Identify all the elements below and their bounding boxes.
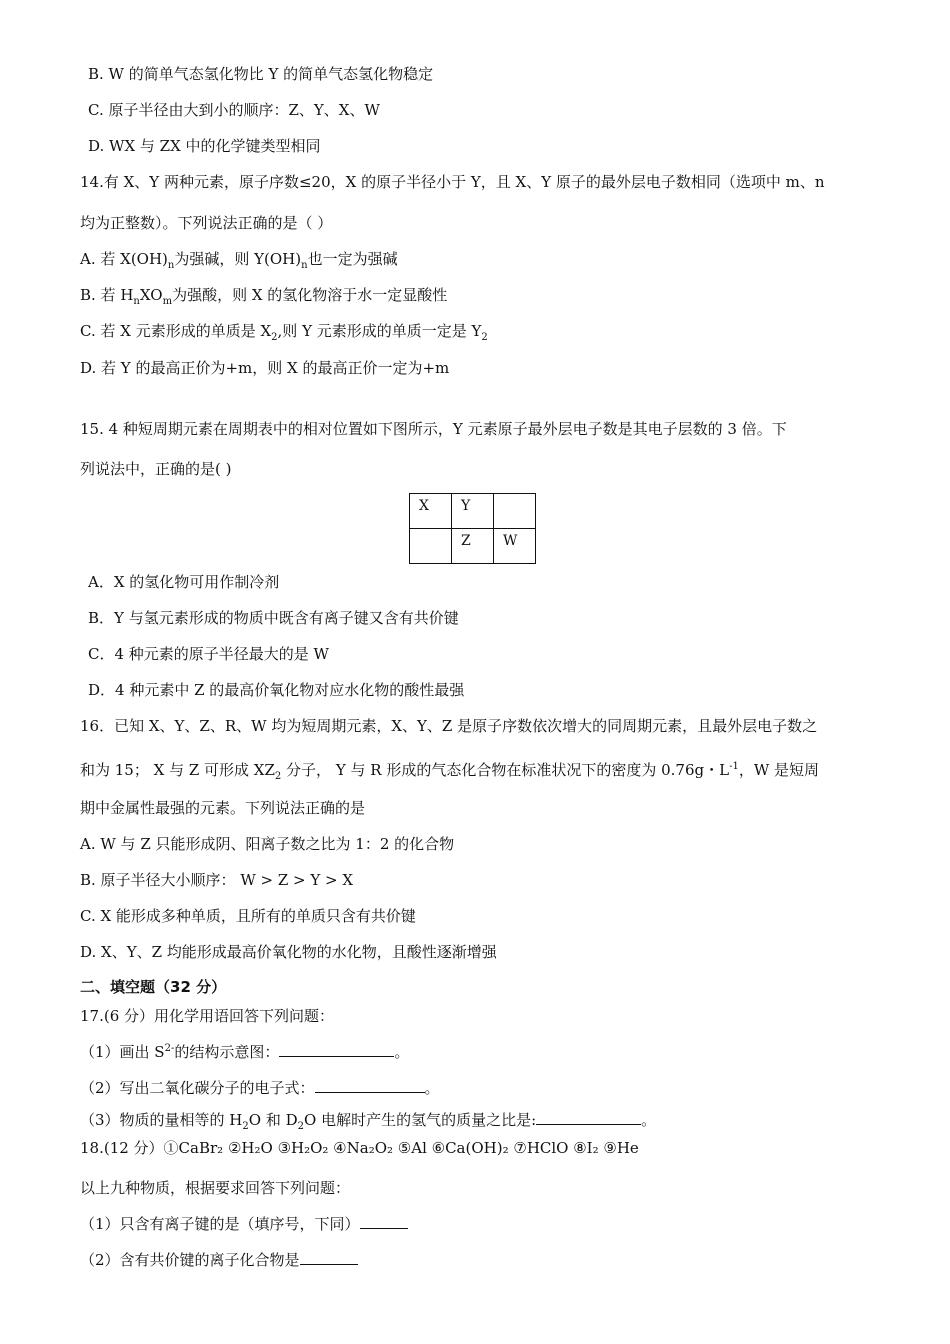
- table-cell: W: [494, 529, 536, 564]
- q17-stem: 17.(6 分）用化学用语回答下列问题：: [80, 1007, 335, 1025]
- q18-part1: （1）只含有离子键的是（填序号，下同）: [80, 1214, 408, 1234]
- q16-option-c: C. X 能形成多种单质，且所有的单质只含有共价键: [80, 907, 416, 925]
- q14-stem-line1: 14.有 X、Y 两种元素，原子序数≤20，X 的原子半径小于 Y，且 X、Y 原子的最外层电子数相同（选项中 m、n: [80, 173, 825, 191]
- q18-stem: 18.(12 分）①CaBr₂ ②H₂O ③H₂O₂ ④Na₂O₂ ⑤Al ⑥Ca(OH)₂ ⑦HClO ⑧I₂ ⑨He: [80, 1139, 639, 1157]
- table-cell: Y: [452, 494, 494, 529]
- q16-option-b: B. 原子半径大小顺序： W > Z > Y > X: [80, 871, 354, 889]
- q13-option-c: C. 原子半径由大到小的顺序：Z、Y、X、W: [88, 101, 380, 119]
- q15-option-d: D．4 种元素中 Z 的最高价氧化物对应水化物的酸性最强: [88, 681, 465, 699]
- answer-blank[interactable]: [300, 1250, 358, 1265]
- q14-stem-line2: 均为正整数）。下列说法正确的是（ ）: [80, 214, 333, 232]
- q13-option-b: B. W 的简单气态氢化物比 Y 的简单气态氢化物稳定: [88, 65, 434, 83]
- q17-part3: （3）物质的量相等的 $H_2O$ 和 $D_2O$ 电解时产生的氢气的质量之比是: 。: [80, 1111, 657, 1132]
- q14-option-a: A. 若 $X(OH)_n$为强碱，则 $Y(OH)_n$也一定为强碱: [80, 250, 398, 271]
- q15-stem-line1: 15. 4 种短周期元素在周期表中的相对位置如下图所示，Y 元素原子最外层电子数是其电子层数的 3 倍。下: [80, 420, 787, 438]
- table-cell: Z: [452, 529, 494, 564]
- table-cell: [494, 494, 536, 529]
- q16-stem-line1: 16．已知 X、Y、Z、R、W 均为短周期元素，X、Y、Z 是原子序数依次增大的同周期元素，且最外层电子数之: [80, 717, 818, 735]
- q14-option-b: B. 若 $H_nXO_m$为强酸，则 X 的氢化物溶于水一定显酸性: [80, 286, 448, 307]
- q15-option-b: B．Y 与氢元素形成的物质中既含有离子键又含有共价键: [88, 609, 459, 627]
- q16-stem-line2: 和为 15； X 与 Z 可形成 $XZ_2$ 分子， Y 与 R 形成的气态化合物在标准状况下的密度为 0.76g・$L^{-1}$，W 是短周: [80, 761, 819, 782]
- q13-option-d: D. WX 与 ZX 中的化学键类型相同: [88, 137, 321, 155]
- q18-part2: （2）含有共价键的离子化合物是: [80, 1250, 358, 1270]
- table-cell: [410, 529, 452, 564]
- q15-option-a: A．X 的氢化物可用作制冷剂: [88, 573, 280, 591]
- periodic-position-table: [409, 493, 536, 564]
- answer-blank[interactable]: [536, 1110, 641, 1125]
- answer-blank[interactable]: [360, 1214, 408, 1229]
- answer-blank[interactable]: [315, 1078, 425, 1093]
- q16-option-d: D. X、Y、Z 均能形成最高价氧化物的水化物，且酸性逐渐增强: [80, 943, 497, 961]
- q17-part2: （2）写出二氧化碳分子的电子式： 。: [80, 1079, 440, 1097]
- q15-stem-line2: 列说法中，正确的是( ): [80, 460, 232, 478]
- q14-option-c: C. 若 X 元素形成的单质是 $X_2$,则 Y 元素形成的单质一定是 $Y_2$: [80, 322, 488, 343]
- answer-blank[interactable]: [279, 1042, 394, 1057]
- table-cell: X: [410, 494, 452, 529]
- q14-option-d: D. 若 Y 的最高正价为+m，则 X 的最高正价一定为+m: [80, 359, 450, 377]
- q16-stem-line3: 期中金属性最强的元素。下列说法正确的是: [80, 799, 366, 817]
- q17-part1: （1）画出 $S^{2-}$的结构示意图： 。: [80, 1043, 410, 1061]
- q15-option-c: C．4 种元素的原子半径最大的是 W: [88, 645, 329, 663]
- section-heading: 二、填空题（32 分）: [80, 978, 227, 996]
- q18-line2: 以上九种物质，根据要求回答下列问题：: [80, 1179, 351, 1197]
- q16-option-a: A. W 与 Z 只能形成阴、阳离子数之比为 1：2 的化合物: [80, 835, 455, 853]
